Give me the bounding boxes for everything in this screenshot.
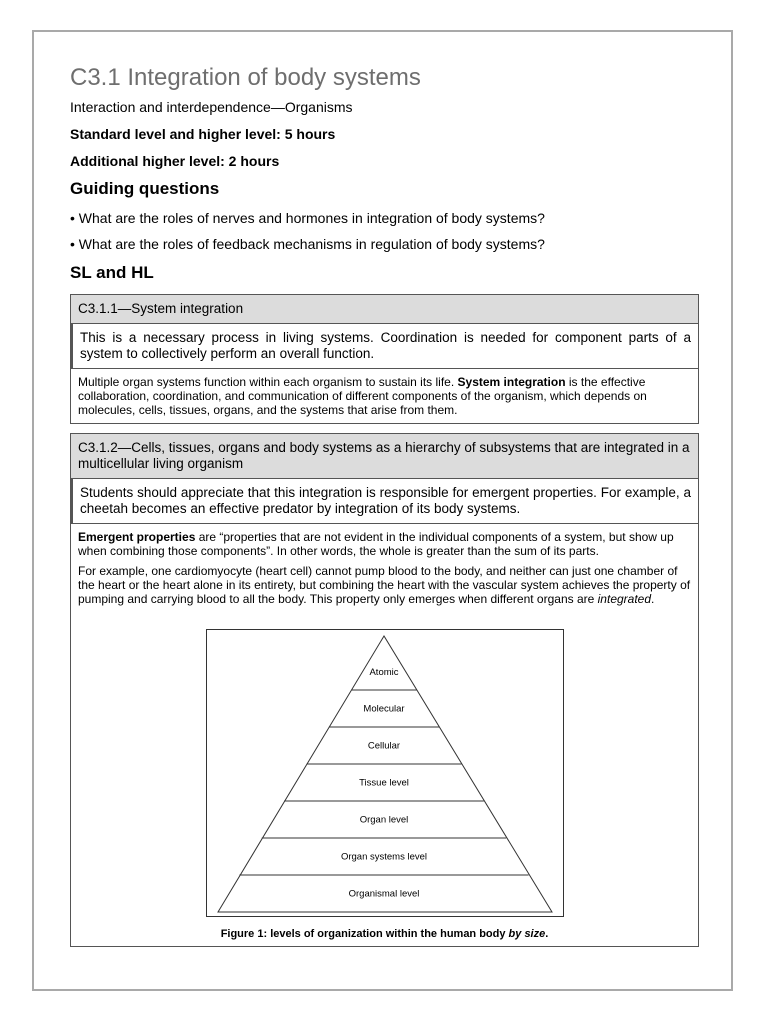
caption-text: Figure 1: levels of organization within the human body bbox=[220, 928, 509, 940]
pyramid-level-label: Tissue level bbox=[359, 777, 409, 789]
section-body bbox=[71, 369, 698, 423]
section-heading: C3.1.1—System integration bbox=[71, 295, 698, 324]
pyramid-level-label: Organ systems level bbox=[340, 851, 428, 863]
hierarchy-pyramid-diagram bbox=[207, 630, 563, 916]
page-title: C3.1 Integration of body systems bbox=[70, 64, 421, 91]
ahl-hours: Additional higher level: 2 hours bbox=[70, 153, 280, 169]
sl-hl-heading: SL and HL bbox=[70, 263, 154, 282]
body-text: are “properties that are not evident in the individual components of a system, but show up when combining those components”. In other words, the whole is greater than the sum of its parts. bbox=[78, 530, 674, 558]
body-paragraph bbox=[78, 375, 691, 417]
pyramid-level-label: Atomic bbox=[369, 667, 399, 678]
key-term: System integration bbox=[457, 375, 566, 389]
sl-hours: Standard level and higher level: 5 hours bbox=[70, 126, 336, 142]
pyramid-level-label: Cellular bbox=[367, 740, 401, 752]
caption-text: . bbox=[545, 928, 549, 940]
body-text: is the effective collaboration, coordination, and communication of different components of the organism, which depends on molecules, cells, tissues, organs, and the systems that arise from them. bbox=[78, 375, 647, 417]
figure-frame bbox=[206, 629, 564, 917]
section-box-system-integration bbox=[70, 294, 699, 424]
italic-term: integrated bbox=[597, 592, 652, 606]
guiding-questions-heading: Guiding questions bbox=[70, 179, 220, 198]
section-understanding: This is a necessary process in living systems. Coordination is needed for component parts of a system to collectively perform an overall function. bbox=[70, 324, 698, 369]
body-paragraph bbox=[78, 530, 691, 558]
page-subtitle: Interaction and interdependence—Organisms bbox=[70, 99, 353, 115]
guiding-question-item: • What are the roles of nerves and hormones in integration of body systems? bbox=[70, 210, 545, 226]
pyramid-level-label: Organismal level bbox=[348, 888, 420, 900]
key-term: Emergent properties bbox=[78, 530, 196, 544]
figure-caption bbox=[70, 928, 699, 940]
section-body bbox=[71, 524, 698, 612]
section-understanding: Students should appreciate that this integration is responsible for emergent properties. For example, a cheetah becomes an effective predator by integration of its body systems. bbox=[70, 479, 698, 524]
guiding-question-item: • What are the roles of feedback mechanisms in regulation of body systems? bbox=[70, 236, 545, 252]
body-text: . bbox=[651, 592, 655, 606]
pyramid-level-label: Molecular bbox=[363, 703, 405, 715]
body-text: Multiple organ systems function within each organism to sustain its life. bbox=[78, 375, 458, 389]
body-text: For example, one cardiomyocyte (heart cell) cannot pump blood to the body, and neither can just one chamber of the heart or the heart alone in its entirety, but combining the heart with the vascular system achieves the property of pumping and carrying blood to all the body. This property only emerges when different organs are bbox=[78, 564, 691, 606]
body-paragraph bbox=[78, 564, 691, 606]
pyramid-level-label: Organ level bbox=[359, 814, 409, 826]
section-heading: C3.1.2—Cells, tissues, organs and body systems as a hierarchy of subsystems that are integrated in a multicellular living organism bbox=[71, 434, 698, 479]
caption-italic: by size bbox=[508, 928, 546, 940]
